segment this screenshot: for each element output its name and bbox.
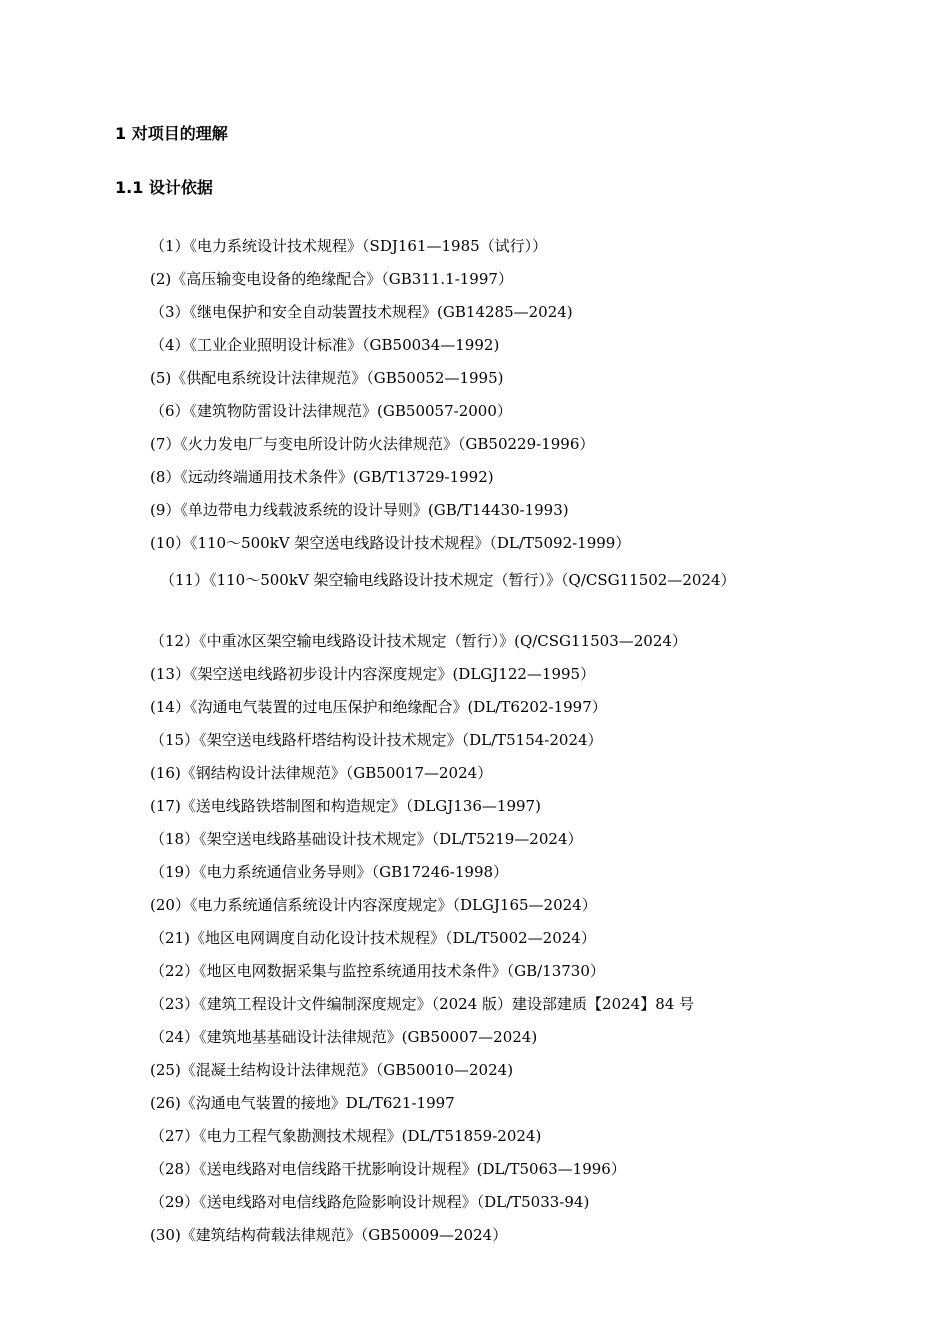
reference-item: (10）《110～500kV 架空送电线路设计技术规程》（DL/T5092-1999） [150, 534, 631, 552]
reference-item: （19）《电力系统通信业务导则》（GB17246-1998） [150, 863, 509, 881]
reference-item: (8）《远动终端通用技术条件》(GB/T13729-1992) [150, 468, 494, 486]
reference-item: （21)《地区电网调度自动化设计技术规程》（DL/T5002—2024） [150, 929, 596, 947]
reference-item: (2)《高压输变电设备的绝缘配合》（GB311.1-1997） [150, 270, 513, 288]
reference-item: (5)《供配电系统设计法律规范》（GB50052—1995) [150, 369, 504, 387]
reference-item: (16)《钢结构设计法律规范》（GB50017—2024） [150, 764, 493, 782]
reference-item: （24）《建筑地基基础设计法律规范》(GB50007—2024) [150, 1028, 538, 1046]
reference-item: （18）《架空送电线路基础设计技术规定》（DL/T5219—2024） [150, 830, 583, 848]
reference-item: （22）《地区电网数据采集与监控系统通用技术条件》（GB/13730） [150, 962, 605, 980]
section-heading: 1 对项目的理解 [115, 124, 228, 143]
reference-item: （27）《电力工程气象勘测技术规程》(DL/T51859-2024) [150, 1127, 542, 1145]
reference-item: (7）《火力发电厂与变电所设计防火法律规范》（GB50229-1996） [150, 435, 595, 453]
reference-item: （29）《送电线路对电信线路危险影响设计规程》（DL/T5033-94) [150, 1193, 590, 1211]
reference-item: （6）《建筑物防雷设计法律规范》(GB50057-2000） [150, 402, 512, 420]
reference-item: (26)《沟通电气装置的接地》DL/T621-1997 [150, 1094, 455, 1112]
reference-item: (13）《架空送电线路初步设计内容深度规定》(DLGJ122—1995） [150, 665, 596, 683]
reference-item: (9）《单边带电力线载波系统的设计导则》(GB/T14430-1993) [150, 501, 569, 519]
reference-item: （28）《送电线路对电信线路干扰影响设计规程》(DL/T5063—1996） [150, 1160, 626, 1178]
reference-item: （3）《继电保护和安全自动装置技术规程》(GB14285—2024) [150, 303, 573, 321]
subsection-heading: 1.1 设计依据 [115, 178, 213, 197]
reference-item: （12）《中重冰区架空输电线路设计技术规定（暂行）》(Q/CSG11503—2024） [150, 632, 687, 650]
reference-item: (25)《混凝土结构设计法律规范》（GB50010—2024) [150, 1061, 514, 1079]
reference-item: （11）《110～500kV 架空输电线路设计技术规定（暂行）》（Q/CSG11502—2024） [160, 571, 736, 589]
reference-item: (30)《建筑结构荷载法律规范》（GB50009—2024） [150, 1226, 508, 1244]
reference-item: (14）《沟通电气装置的过电压保护和绝缘配合》(DL/T6202-1997） [150, 698, 607, 716]
reference-item: （23）《建筑工程设计文件编制深度规定》（2024 版）建设部建质【2024】84 号 [150, 995, 695, 1013]
reference-item: (17)《送电线路铁塔制图和构造规定》（DLGJ136—1997) [150, 797, 541, 815]
reference-item: (20）《电力系统通信系统设计内容深度规定》（DLGJ165—2024） [150, 896, 597, 914]
reference-item: （1）《电力系统设计技术规程》（SDJ161—1985（试行）） [150, 237, 548, 255]
reference-item: （15）《架空送电线路杆塔结构设计技术规定》（DL/T5154-2024） [150, 731, 603, 749]
reference-item: （4）《工业企业照明设计标准》（GB50034—1992) [150, 336, 500, 354]
